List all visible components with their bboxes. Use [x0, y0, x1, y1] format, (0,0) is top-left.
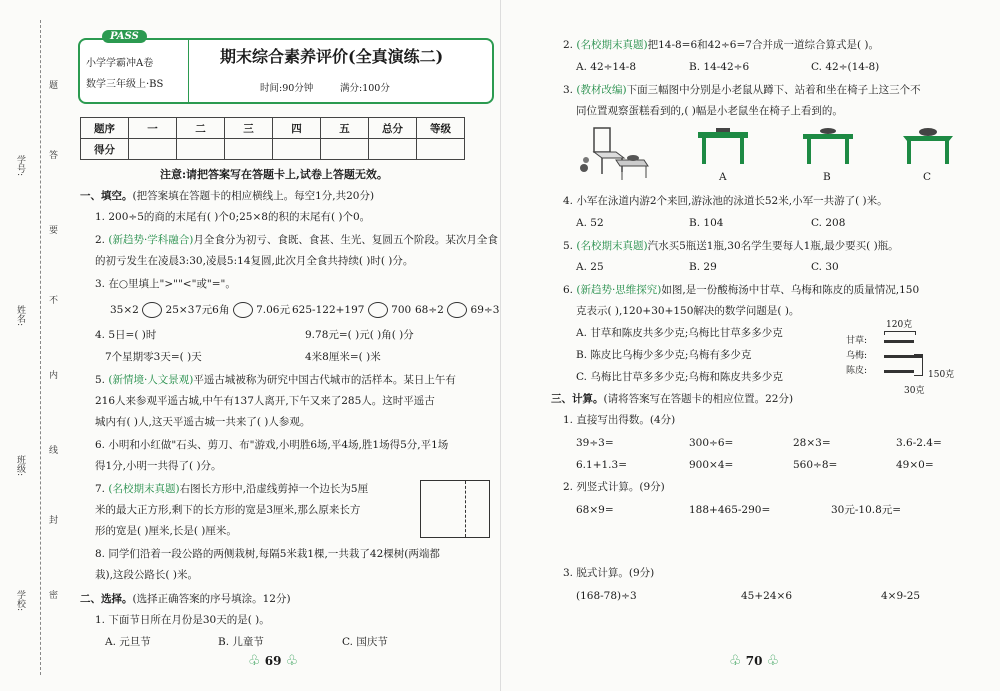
- s2-q4-option-a[interactable]: A. 52: [576, 217, 604, 229]
- calc-item: 560÷8=: [793, 459, 838, 471]
- q5-tag: (名校期末真题): [576, 240, 648, 252]
- gutter-seal-2: 答: [47, 150, 57, 159]
- section3-heading: [551, 392, 793, 406]
- gutter-seal-5: 内: [47, 370, 57, 379]
- calc-item: 49×0=: [896, 459, 934, 471]
- rectangle-figure: [420, 480, 490, 538]
- section1-title: 一、填空。: [80, 190, 133, 202]
- s1-q6: 6. 小明和小红做"石头、剪刀、布"游戏,小明胜6场,平4场,胜1场得5分,平1场: [95, 439, 449, 451]
- section1-heading: [80, 189, 374, 203]
- q5-text: 平遥古城被称为研究中国古代城市的活样本。某日上午有: [193, 374, 456, 386]
- q2-tag: (新趋势·学科融合): [108, 234, 194, 246]
- compare-4: [415, 302, 499, 318]
- score-cell: [225, 139, 273, 160]
- notice: 注意:请把答案写在答题卡上,试卷上答题无效。: [160, 168, 388, 181]
- right-page: [500, 0, 1000, 691]
- s2-q6-cont: 克表示( ),120+30+150解决的数学问题是( )。: [576, 305, 800, 317]
- compare-circle[interactable]: [447, 302, 467, 318]
- s2-q6-option-c[interactable]: C. 乌梅比甘草多多少克;乌梅和陈皮共多少克: [576, 371, 783, 383]
- calc-item: 6.1+1.3=: [576, 459, 627, 471]
- compare-right: 7.06元: [256, 304, 290, 316]
- calc-1-title: 1. 直接写出得数。(4分): [563, 414, 676, 426]
- q-number: 2.: [95, 234, 106, 246]
- section3-title: 三、计算。: [551, 393, 604, 405]
- vertical-calc-item: 30元-10.8元=: [831, 504, 902, 516]
- s2-q1-option-a[interactable]: A. 元旦节: [105, 636, 151, 648]
- q5-tag: (新情境·人文景观): [108, 374, 194, 386]
- s2-q2-option-c[interactable]: C. 42÷(14-8): [811, 61, 880, 73]
- score-cell: [129, 139, 177, 160]
- vertical-calc-item: 188+465-290=: [689, 504, 771, 516]
- score-cell: [177, 139, 225, 160]
- page-number-left: [248, 653, 298, 669]
- q-number: 3.: [563, 84, 574, 96]
- pass-logo: PASS: [102, 30, 147, 43]
- view-c-label[interactable]: C: [923, 171, 932, 183]
- score-header-cell: 总分: [369, 118, 417, 139]
- score-header-cell: 题序: [81, 118, 129, 139]
- s2-q6: [563, 283, 919, 297]
- score-header-cell: 二: [177, 118, 225, 139]
- cut-line: [465, 481, 466, 537]
- compare-circle[interactable]: [233, 302, 253, 318]
- s1-q4d: 4米8厘米=( )米: [305, 351, 381, 363]
- page-number-text: 70: [745, 654, 763, 668]
- row-label-licorice: 甘草:: [846, 336, 868, 346]
- view-b-label[interactable]: B: [823, 171, 831, 183]
- gutter-seal-8: 密: [47, 590, 57, 599]
- q-number: 7.: [95, 483, 106, 495]
- score-header-cell: 四: [273, 118, 321, 139]
- s1-q2-cont: 的初亏发生在凌晨3:30,凌晨5:14复圆,此次月全食共持续( )时( )分。: [95, 255, 414, 267]
- s1-q5-cont1: 216人来参观平遥古城,中午有137人离开,下午又来了285人。这时平遥古: [95, 395, 435, 407]
- s2-q1-option-c[interactable]: C. 国庆节: [342, 636, 388, 648]
- q-number: 5.: [563, 240, 574, 252]
- compare-right: 700: [391, 304, 412, 316]
- q-number: 6.: [563, 284, 574, 296]
- s2-q4-option-b[interactable]: B. 104: [689, 217, 724, 229]
- gutter-seal-6: 线: [47, 445, 57, 454]
- s1-q7-cont1: 米的最大正方形,剩下的长方形的宽是3厘米,那么原来长方: [95, 504, 361, 516]
- gutter-label-id: 学号:: [15, 155, 25, 177]
- s1-q3: 3. 在○里填上">""<"或"="。: [95, 278, 236, 290]
- section2-note: (选择正确答案的序号填涂。12分): [132, 593, 291, 605]
- calc-item: 28×3=: [793, 437, 831, 449]
- bar-licorice: [884, 340, 914, 343]
- calc-item: 39÷3=: [576, 437, 614, 449]
- exam-header: [78, 31, 494, 104]
- gutter-label-class: 班级:: [15, 455, 25, 477]
- gutter-seal-1: 题: [47, 80, 57, 89]
- gutter-seal-4: 不: [47, 295, 57, 304]
- score-table: [80, 117, 465, 160]
- s2-q5-option-b[interactable]: B. 29: [689, 261, 717, 273]
- s2-q6-option-b[interactable]: B. 陈皮比乌梅少多少克;乌梅有多少克: [576, 349, 752, 361]
- page-number-right: [729, 653, 779, 669]
- q7-text: 右图长方形中,沿虚线剪掉一个边长为5厘: [179, 483, 369, 495]
- label-150g: 150克: [928, 370, 955, 380]
- q3-tag: (教材改编): [576, 84, 627, 96]
- compare-right: 69÷3: [470, 304, 500, 316]
- q2-tag: (名校期末真题): [576, 39, 648, 51]
- series-box: [80, 31, 189, 102]
- compare-right: 25×3: [165, 304, 195, 316]
- section3-note: (请将答案写在答题卡的相应位置。22分): [603, 393, 794, 405]
- compare-left: 68÷2: [415, 304, 444, 316]
- score-header-cell: 等级: [417, 118, 465, 139]
- label-30g: 30克: [904, 386, 925, 396]
- s1-q4a: 4. 5日=( )时: [95, 329, 157, 341]
- view-a-table-icon: [696, 126, 751, 166]
- s1-q5-cont2: 城内有( )人,这天平遥古城一共来了( )人参观。: [95, 416, 311, 428]
- q7-tag: (名校期末真题): [108, 483, 180, 495]
- calc-item: 3.6-2.4=: [896, 437, 942, 449]
- s2-q3: [563, 83, 921, 97]
- calc-item: 900×4=: [689, 459, 734, 471]
- calc-3-title: 3. 脱式计算。(9分): [563, 567, 655, 579]
- score-header-cell: 三: [225, 118, 273, 139]
- s1-q4c: 7个星期零3天=( )天: [105, 351, 202, 363]
- exam-full-score: 满分:100分: [340, 83, 390, 94]
- score-row-label: 得分: [81, 139, 129, 160]
- s1-q8: 8. 同学们沿着一段公路的两侧栽树,每隔5米栽1棵,一共栽了42棵树(两端都: [95, 548, 440, 560]
- score-cell: [321, 139, 369, 160]
- calc-item: 300÷6=: [689, 437, 734, 449]
- s2-q6-option-a[interactable]: A. 甘草和陈皮共多少克;乌梅比甘草多多少克: [576, 327, 783, 339]
- s1-q5: [95, 373, 456, 387]
- q6-tag: (新趋势·思维探究): [576, 284, 662, 296]
- s1-q7-cont2: 形的宽是( )厘米,长是( )厘米。: [95, 525, 237, 537]
- bar-peel: [884, 370, 914, 373]
- leaf-icon: ♧: [766, 653, 780, 669]
- section2-title: 二、选择。: [80, 593, 133, 605]
- compare-left: 7元6角: [195, 304, 230, 316]
- s2-q4-option-c[interactable]: C. 208: [811, 217, 846, 229]
- s2-q3-cont: 同位置观察蛋糕看到的,( )幅是小老鼠坐在椅子上看到的。: [576, 105, 843, 117]
- s2-q5: [563, 239, 899, 253]
- compare-left: 625-122+197: [292, 304, 365, 316]
- mouse-chair-scene-icon: [576, 122, 651, 184]
- q5-text: 汽水买5瓶送1瓶,30名学生要每人1瓶,最少要买( )瓶。: [647, 240, 899, 252]
- score-header-cell: 一: [129, 118, 177, 139]
- exam-time: 时间:90分钟: [260, 83, 314, 94]
- compare-2: [195, 302, 290, 318]
- section1-note: (把答案填在答题卡的相应横线上。每空1分,共20分): [132, 190, 375, 202]
- s2-q2: [563, 38, 879, 52]
- view-a-label[interactable]: A: [719, 171, 727, 183]
- compare-circle[interactable]: [142, 302, 162, 318]
- leaf-icon: ♧: [285, 653, 299, 669]
- page-number-text: 69: [264, 654, 282, 668]
- score-cell: [369, 139, 417, 160]
- s2-q2-option-b[interactable]: B. 14-42÷6: [689, 61, 750, 73]
- vertical-calc-item: 68×9=: [576, 504, 614, 516]
- s2-q2-option-a[interactable]: A. 42÷14-8: [576, 61, 637, 73]
- s2-q5-option-a[interactable]: A. 25: [576, 261, 604, 273]
- gutter-label-name: 姓名:: [15, 305, 25, 327]
- s2-q1: 1. 下面节日所在月份是30天的是( )。: [95, 614, 270, 626]
- s2-q4: 4. 小军在泳道内游2个来回,游泳池的泳道长52米,小军一共游了( )米。: [563, 195, 888, 207]
- gutter-seal-3: 要: [47, 225, 57, 234]
- score-cell: [273, 139, 321, 160]
- brace-diff: [914, 354, 923, 376]
- segment-diagram: [846, 318, 966, 398]
- compare-left: 35×2: [110, 304, 139, 316]
- q-number: 2.: [563, 39, 574, 51]
- stepwise-calc-item: 4×9-25: [881, 590, 921, 602]
- score-cell: [417, 139, 465, 160]
- q2-text: 把14-8=6和42÷6=7合并成一道综合算式是( )。: [647, 39, 879, 51]
- s2-q1-option-b[interactable]: B. 儿童节: [218, 636, 264, 648]
- score-header-cell: 五: [321, 118, 369, 139]
- view-c-table-icon: [901, 126, 956, 166]
- exam-title: 期末综合素养评价(全真演练二): [220, 47, 444, 66]
- q3-text: 下面三幅图中分别是小老鼠从蹲下、站着和坐在椅子上这三个不: [626, 84, 921, 96]
- seal-line: [40, 20, 41, 675]
- series-name: 小学学霸冲A卷: [86, 58, 154, 69]
- compare-3: [292, 302, 411, 318]
- s1-q8-cont: 栽),这段公路长( )米。: [95, 569, 198, 581]
- s1-q7: [95, 482, 368, 496]
- compare-1: [110, 302, 194, 318]
- view-b-table-icon: [801, 126, 856, 166]
- calc-2-title: 2. 列竖式计算。(9分): [563, 481, 665, 493]
- leaf-icon: ♧: [729, 653, 742, 669]
- q-number: 5.: [95, 374, 106, 386]
- row-label-plum: 乌梅:: [846, 351, 868, 361]
- brace-top: [884, 331, 916, 335]
- compare-circle[interactable]: [368, 302, 388, 318]
- stepwise-calc-item: (168-78)÷3: [576, 590, 637, 602]
- stepwise-calc-item: 45+24×6: [741, 590, 792, 602]
- s1-q1: 1. 200÷5的商的末尾有( )个0;25×8的积的末尾有( )个0。: [95, 211, 371, 223]
- s1-q6-cont: 得1分,小明一共得了( )分。: [95, 460, 222, 472]
- gutter-label-school: 学校:: [15, 590, 25, 612]
- q6-text: 如图,是一份酸梅汤中甘草、乌梅和陈皮的质量情况,150: [661, 284, 920, 296]
- grade-label: 数学三年级上·BS: [86, 79, 164, 90]
- s2-q5-option-c[interactable]: C. 30: [811, 261, 839, 273]
- q2-text: 月全食分为初亏、食既、食甚、生光、复圆五个阶段。某次月全食: [193, 234, 498, 246]
- section2-heading: [80, 592, 291, 606]
- s1-q4b: 9.78元=( )元( )角( )分: [305, 329, 414, 341]
- leaf-icon: ♧: [248, 653, 261, 669]
- row-label-peel: 陈皮:: [846, 366, 868, 376]
- s1-q2: [95, 233, 498, 247]
- label-120g: 120克: [886, 320, 913, 330]
- gutter-seal-7: 封: [47, 515, 57, 524]
